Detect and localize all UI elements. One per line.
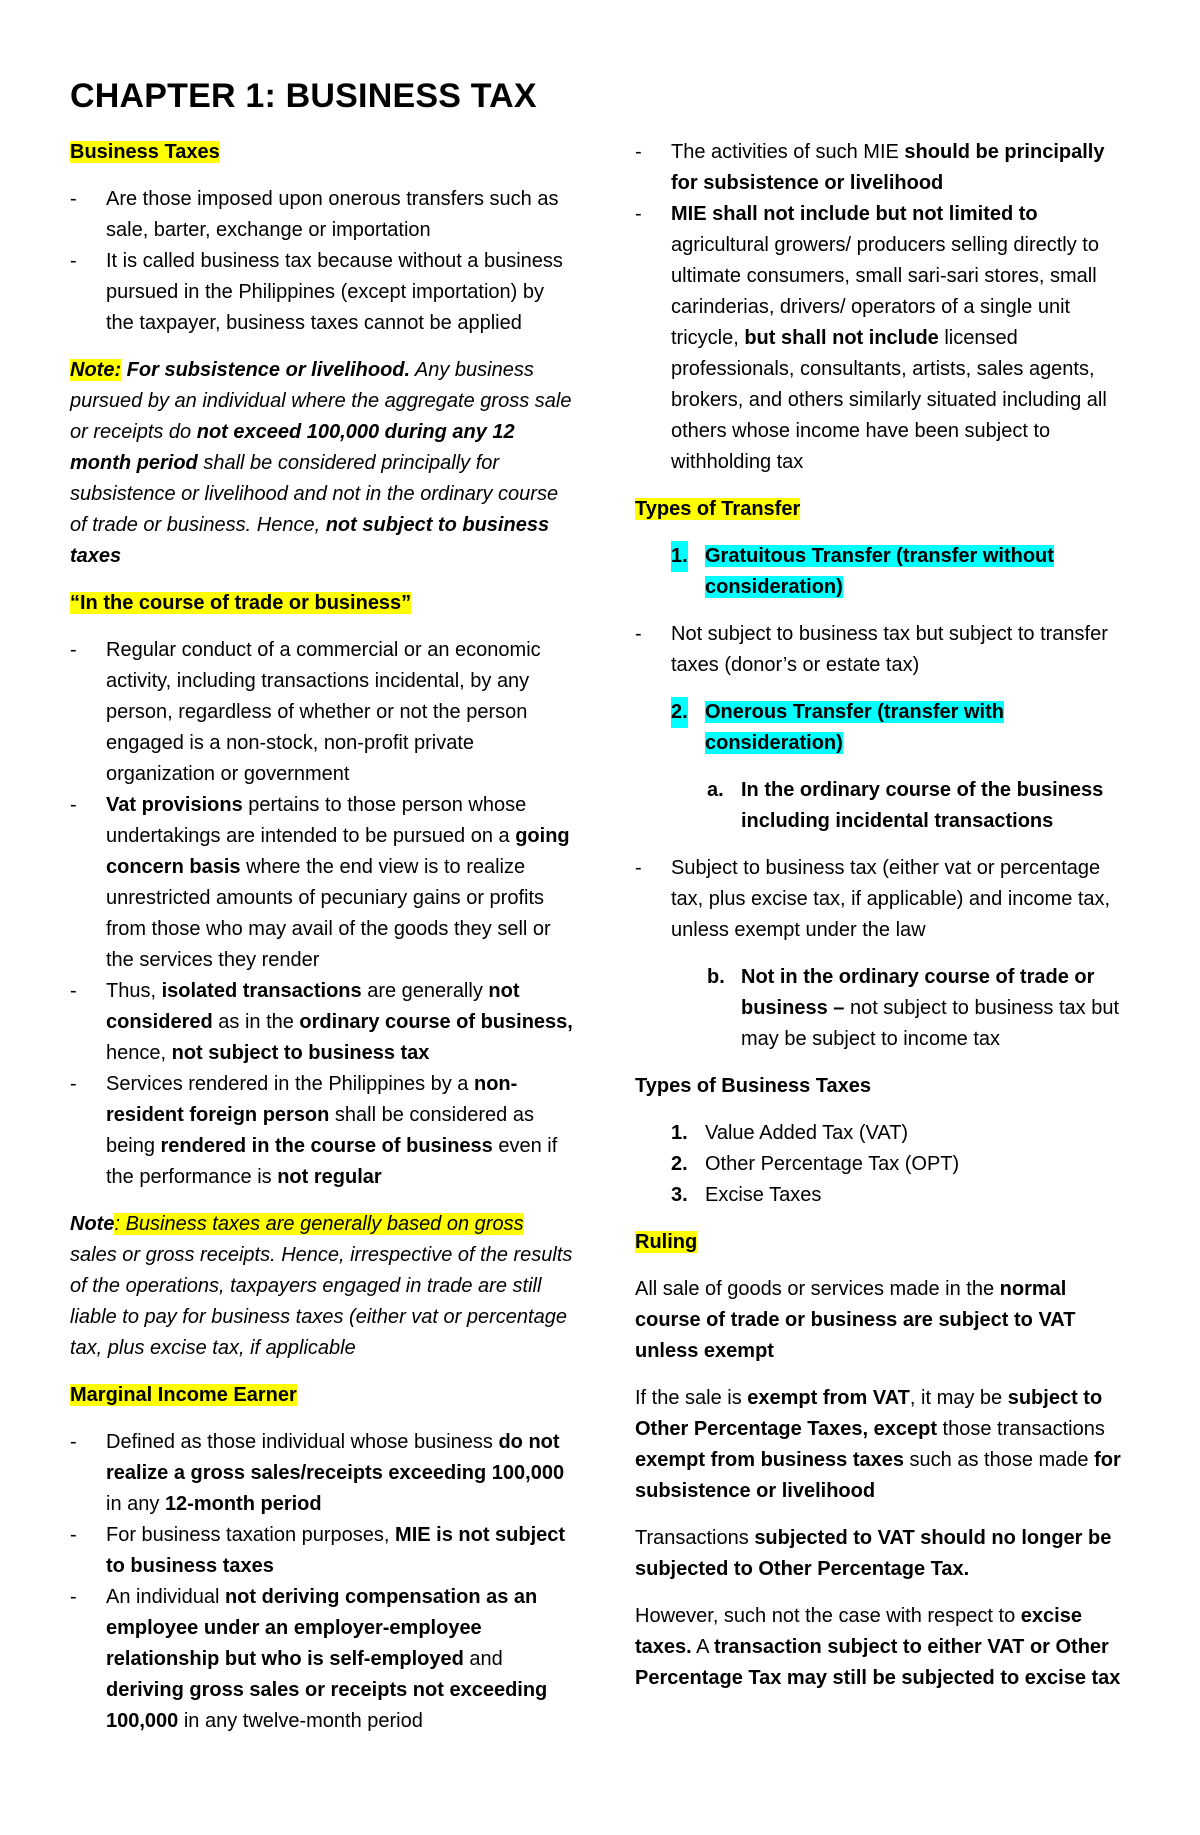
- onerous-note: [635, 853, 1135, 946]
- mie-continued-list: [635, 137, 1135, 478]
- list-item: - For business taxation purposes, MIE is not subject to business taxes: [70, 1520, 575, 1582]
- list-item: - Regular conduct of a commercial or an economic activity, including transactions incidental, by any person, regardless of whether or not the person engaged is a non-stock, non-profit private organization or government: [70, 635, 575, 790]
- ruling-paragraph-4: However, such not the case with respect to excise taxes. A transaction subject to either VAT or Other Percentage Tax may still be subjected to excise tax: [635, 1605, 1121, 1689]
- ruling-paragraph-2: If the sale is exempt from VAT, it may be subject to Other Percentage Taxes, except those transactions exempt from business taxes such as those made for subsistence or livelihood: [635, 1387, 1121, 1502]
- types-of-transfer-heading: Types of Transfer: [635, 498, 801, 520]
- list-item: - Are those imposed upon onerous transfers such as sale, barter, exchange or importation: [70, 184, 575, 246]
- note-subsistence: Note: For subsistence or livelihood. Any business pursued by an individual where the aggregate gross sale or receipts do not exceed 100,000 during any 12 month period shall be considered principally for subsistence or livelihood and not in the ordinary course of trade or business. Hence, not subject to business taxes: [70, 359, 572, 567]
- list-item: 3. Excise Taxes: [671, 1184, 822, 1206]
- list-item: - Services rendered in the Philippines by a non-resident foreign person shall be considered as being rendered in the course of business even if the performance is not regular: [70, 1069, 575, 1193]
- gratuitous-note: [635, 619, 1135, 681]
- list-item: - The activities of such MIE should be principally for subsistence or livelihood: [635, 137, 1135, 199]
- ruling-paragraph-3: Transactions subjected to VAT should no longer be subjected to Other Percentage Tax.: [635, 1527, 1112, 1580]
- onerous-sub-a: [635, 775, 1135, 837]
- list-item: 2. Other Percentage Tax (OPT): [671, 1153, 960, 1175]
- note-gross-sales: Note: Business taxes are generally based on gross sales or gross receipts. Hence, irrespective of the results of the operations, taxpayers engaged in trade are still liable to pay for business taxes (either vat or percentage tax, plus excise tax, if applicable: [70, 1213, 573, 1359]
- business-tax-types-list: [635, 1118, 1135, 1211]
- types-of-business-taxes-heading: Types of Business Taxes: [635, 1075, 872, 1097]
- left-column: [70, 137, 575, 1753]
- list-item: - Not subject to business tax but subject to transfer taxes (donor’s or estate tax): [635, 619, 1135, 681]
- list-item: - Defined as those individual whose business do not realize a gross sales/receipts exceeding 100,000 in any 12-month period: [70, 1427, 575, 1520]
- onerous-sub-b: [635, 962, 1135, 1055]
- business-taxes-list: [70, 184, 575, 339]
- list-item: - An individual not deriving compensation as an employee under an employer-employee relationship but who is self-employed and deriving gross sales or receipts not exceeding 100,000 in any twelve-month period: [70, 1582, 575, 1737]
- ruling-heading: Ruling: [635, 1231, 698, 1253]
- business-taxes-heading: Business Taxes: [70, 141, 220, 163]
- list-item: 1. Gratuitous Transfer (transfer without consideration): [635, 541, 1135, 603]
- list-item: - Subject to business tax (either vat or percentage tax, plus excise tax, if applicable) and income tax, unless exempt under the law: [635, 853, 1135, 946]
- list-item: 1. Value Added Tax (VAT): [671, 1122, 909, 1144]
- course-of-trade-list: [70, 635, 575, 1193]
- chapter-title: CHAPTER 1: BUSINESS TAX: [70, 77, 537, 115]
- list-item: 2. Onerous Transfer (transfer with consideration): [635, 697, 1135, 759]
- list-item: b. Not in the ordinary course of trade or business – not subject to business tax but may be subject to income tax: [707, 966, 1119, 1050]
- list-item: - MIE shall not include but not limited to agricultural growers/ producers selling directly to ultimate consumers, small sari-sari stores, small carinderias, drivers/ operators of a single unit tricycle, but shall not include licensed professionals, consultants, artists, sales agents, brokers, and others similarly situated including all others whose income have been subject to withholding tax: [635, 199, 1135, 478]
- mie-list: [70, 1427, 575, 1737]
- transfer-onerous: [635, 697, 1135, 759]
- list-item: - Vat provisions pertains to those person whose undertakings are intended to be pursued on a going concern basis where the end view is to realize unrestricted amounts of pecuniary gains or profits from those who may avail of the goods they sell or the services they render: [70, 790, 575, 976]
- mie-heading: Marginal Income Earner: [70, 1384, 297, 1406]
- ruling-paragraph-1: All sale of goods or services made in the normal course of trade or business are subject to VAT unless exempt: [635, 1278, 1076, 1362]
- list-item: a. In the ordinary course of the business including incidental transactions: [707, 779, 1104, 832]
- list-item: - It is called business tax because without a business pursued in the Philippines (except importation) by the taxpayer, business taxes cannot be applied: [70, 246, 575, 339]
- right-column: [635, 137, 1135, 1710]
- transfer-gratuitous: [635, 541, 1135, 603]
- course-of-trade-heading: “In the course of trade or business”: [70, 592, 412, 614]
- list-item: - Thus, isolated transactions are generally not considered as in the ordinary course of business, hence, not subject to business tax: [70, 976, 575, 1069]
